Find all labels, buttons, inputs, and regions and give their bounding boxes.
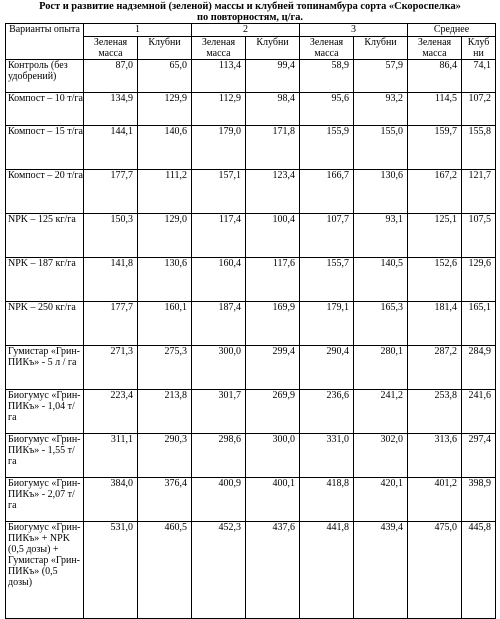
table-cell: 418,8 [300, 478, 354, 522]
table-cell: 117,6 [246, 258, 300, 302]
table-body [6, 60, 496, 619]
table-cell: 169,9 [246, 302, 300, 346]
table-cell: 140,5 [354, 258, 408, 302]
table-cell: 129,6 [462, 258, 496, 302]
table-row [6, 60, 496, 93]
row-label: Биогумус «Грин-ПИКъ» - 1,55 т/га [6, 434, 84, 478]
table-cell: 284,9 [462, 346, 496, 390]
table-cell: 121,7 [462, 170, 496, 214]
table-cell: 420,1 [354, 478, 408, 522]
row-label: Компост – 10 т/га [6, 93, 84, 126]
table-cell: 439,4 [354, 522, 408, 619]
table-cell: 57,9 [354, 60, 408, 93]
table-cell: 298,6 [192, 434, 246, 478]
header-group-1: 1 [84, 24, 192, 37]
table-cell: 111,2 [138, 170, 192, 214]
table-cell: 144,1 [84, 126, 138, 170]
table-cell: 155,8 [462, 126, 496, 170]
row-label: Контроль (без удобрений) [6, 60, 84, 93]
table-cell: 287,2 [408, 346, 462, 390]
row-label: Компост – 15 т/га [6, 126, 84, 170]
table-cell: 290,4 [300, 346, 354, 390]
table-cell: 150,3 [84, 214, 138, 258]
table-cell: 531,0 [84, 522, 138, 619]
table-cell: 400,1 [246, 478, 300, 522]
table-cell: 460,5 [138, 522, 192, 619]
table-cell: 445,8 [462, 522, 496, 619]
table-cell: 113,4 [192, 60, 246, 93]
table-cell: 166,7 [300, 170, 354, 214]
table-cell: 241,2 [354, 390, 408, 434]
table-cell: 155,0 [354, 126, 408, 170]
table-row [6, 390, 496, 434]
data-table [5, 23, 496, 619]
table-cell: 165,3 [354, 302, 408, 346]
table-cell: 302,0 [354, 434, 408, 478]
table-cell: 74,1 [462, 60, 496, 93]
table-cell: 95,6 [300, 93, 354, 126]
table-cell: 401,2 [408, 478, 462, 522]
table-row [6, 126, 496, 170]
table-cell: 93,1 [354, 214, 408, 258]
table-row [6, 93, 496, 126]
table-cell: 114,5 [408, 93, 462, 126]
title-line-2: по повторностям, ц/га. [196, 12, 304, 23]
table-cell: 171,8 [246, 126, 300, 170]
table-cell: 271,3 [84, 346, 138, 390]
table-cell: 65,0 [138, 60, 192, 93]
row-label: Биогумус «Грин-ПИКъ» - 1,04 т/га [6, 390, 84, 434]
table-row [6, 522, 496, 619]
table-cell: 179,1 [300, 302, 354, 346]
table-cell: 58,9 [300, 60, 354, 93]
table-cell: 177,7 [84, 170, 138, 214]
document-title [0, 1, 500, 23]
table-cell: 301,7 [192, 390, 246, 434]
table-cell: 300,0 [246, 434, 300, 478]
row-label: NPK – 187 кг/га [6, 258, 84, 302]
table-cell: 98,4 [246, 93, 300, 126]
table-cell: 275,3 [138, 346, 192, 390]
table-cell: 99,4 [246, 60, 300, 93]
table-cell: 475,0 [408, 522, 462, 619]
subheader-cell: Зеленая масса [408, 37, 462, 60]
table-cell: 400,9 [192, 478, 246, 522]
table-cell: 159,7 [408, 126, 462, 170]
table-cell: 107,5 [462, 214, 496, 258]
table-cell: 241,6 [462, 390, 496, 434]
header-variants: Варианты опыта [6, 24, 84, 60]
row-label: Биогумус «Грин-ПИКъ» - 2,07 т/га [6, 478, 84, 522]
table-cell: 177,7 [84, 302, 138, 346]
header-group-3: 3 [300, 24, 408, 37]
table-cell: 213,8 [138, 390, 192, 434]
row-label: NPK – 250 кг/га [6, 302, 84, 346]
table-row [6, 434, 496, 478]
row-label: Биогумус «Грин-ПИКъ» + NPK (0,5 дозы) + Гумистар «Грин-ПИКъ» (0,5 дозы) [6, 522, 84, 619]
table-cell: 297,4 [462, 434, 496, 478]
subheader-cell: Зеленая масса [192, 37, 246, 60]
title-line-1: Рост и развитие надземной (зеленой) массы и клубней топинамбура сорта «Скороспелка» [39, 1, 461, 12]
table-cell: 165,1 [462, 302, 496, 346]
table-cell: 93,2 [354, 93, 408, 126]
table-cell: 299,4 [246, 346, 300, 390]
table-cell: 152,6 [408, 258, 462, 302]
table-cell: 157,1 [192, 170, 246, 214]
table-cell: 125,1 [408, 214, 462, 258]
table-row [6, 214, 496, 258]
row-label: Компост – 20 т/га [6, 170, 84, 214]
table-cell: 331,0 [300, 434, 354, 478]
table-cell: 129,9 [138, 93, 192, 126]
header-group-2: 2 [192, 24, 300, 37]
table-cell: 300,0 [192, 346, 246, 390]
table-cell: 187,4 [192, 302, 246, 346]
subheader-cell: Клуб ни [462, 37, 496, 60]
table-cell: 181,4 [408, 302, 462, 346]
subheader-cell: Клубни [138, 37, 192, 60]
table-cell: 280,1 [354, 346, 408, 390]
table-row [6, 258, 496, 302]
table-cell: 179,0 [192, 126, 246, 170]
row-label: Гумистар «Грин-ПИКъ» - 5 л / га [6, 346, 84, 390]
header-group-average: Среднее [408, 24, 496, 37]
table-row [6, 478, 496, 522]
table-cell: 107,2 [462, 93, 496, 126]
table-cell: 223,4 [84, 390, 138, 434]
table-cell: 313,6 [408, 434, 462, 478]
table-cell: 441,8 [300, 522, 354, 619]
table-cell: 107,7 [300, 214, 354, 258]
table-cell: 160,4 [192, 258, 246, 302]
table-cell: 87,0 [84, 60, 138, 93]
table-cell: 141,8 [84, 258, 138, 302]
table-cell: 134,9 [84, 93, 138, 126]
table-cell: 130,6 [354, 170, 408, 214]
table-row [6, 302, 496, 346]
table-cell: 86,4 [408, 60, 462, 93]
table-cell: 290,3 [138, 434, 192, 478]
table-cell: 155,9 [300, 126, 354, 170]
table-cell: 112,9 [192, 93, 246, 126]
row-label: NPK – 125 кг/га [6, 214, 84, 258]
subheader-cell: Клубни [354, 37, 408, 60]
table-cell: 311,1 [84, 434, 138, 478]
table-cell: 398,9 [462, 478, 496, 522]
table-cell: 253,8 [408, 390, 462, 434]
table-cell: 376,4 [138, 478, 192, 522]
subheader-cell: Зеленая масса [300, 37, 354, 60]
table-cell: 155,7 [300, 258, 354, 302]
subheader-cell: Клубни [246, 37, 300, 60]
table-cell: 437,6 [246, 522, 300, 619]
table-cell: 236,6 [300, 390, 354, 434]
subheader-cell: Зеленая масса [84, 37, 138, 60]
table-cell: 384,0 [84, 478, 138, 522]
table-cell: 100,4 [246, 214, 300, 258]
table-cell: 269,9 [246, 390, 300, 434]
table-cell: 167,2 [408, 170, 462, 214]
table-row [6, 346, 496, 390]
table-cell: 117,4 [192, 214, 246, 258]
table-cell: 160,1 [138, 302, 192, 346]
table-cell: 452,3 [192, 522, 246, 619]
table-cell: 140,6 [138, 126, 192, 170]
table-cell: 129,0 [138, 214, 192, 258]
table-cell: 123,4 [246, 170, 300, 214]
table-cell: 130,6 [138, 258, 192, 302]
table-row [6, 170, 496, 214]
